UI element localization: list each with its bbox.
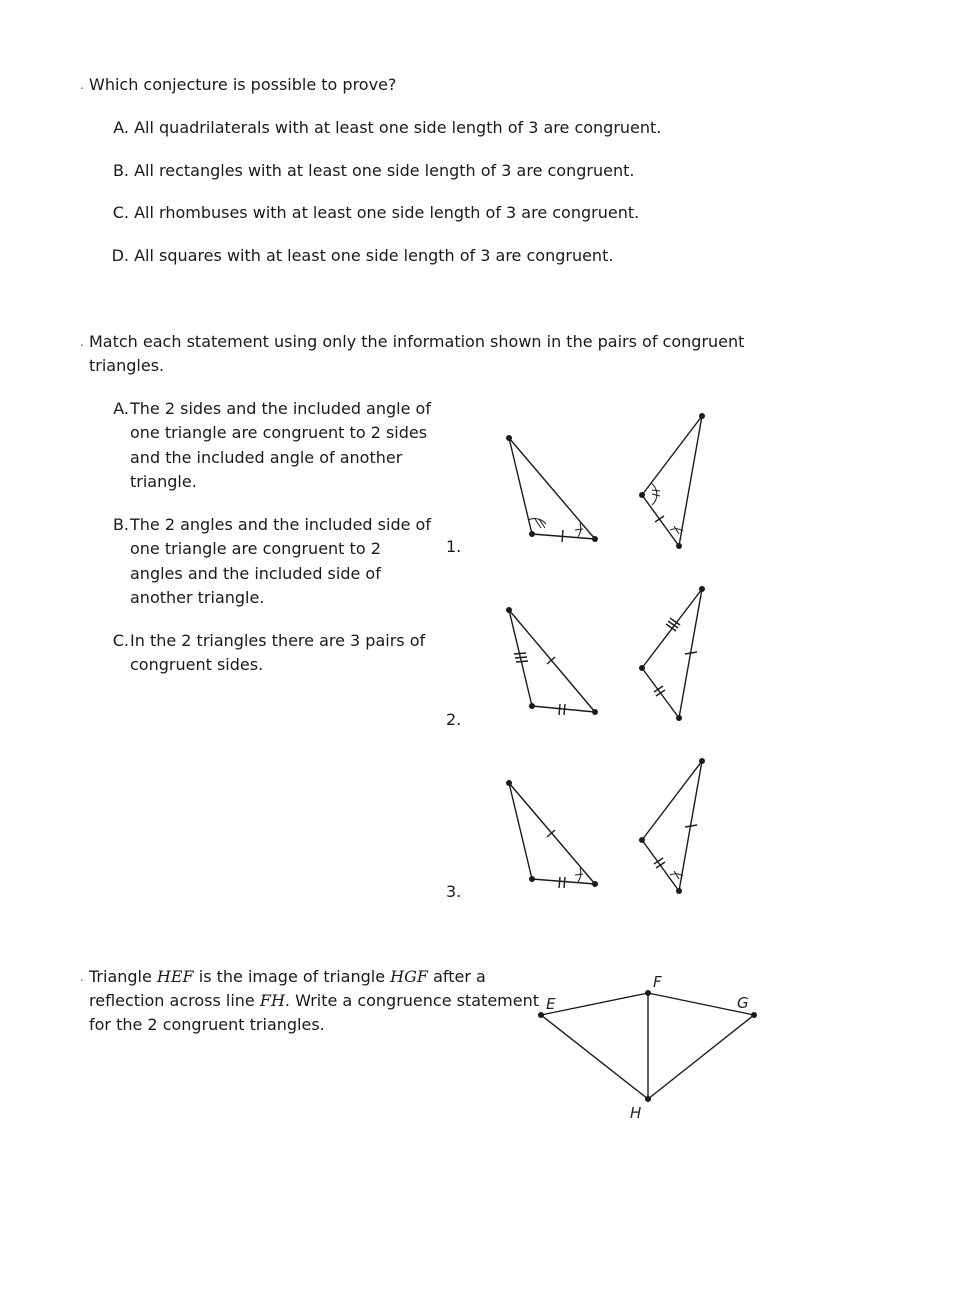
point-e	[538, 1012, 544, 1018]
point-f	[645, 990, 651, 996]
statement-letter: A.	[113, 399, 129, 418]
text: after a	[428, 967, 486, 986]
question-3-line-3: for the 2 congruent triangles.	[89, 1015, 325, 1034]
question-1-marker: .	[80, 78, 84, 92]
question-3-marker: .	[80, 970, 84, 984]
point-h	[645, 1096, 651, 1102]
line-name-fh: FH	[259, 991, 285, 1010]
statement-line: one triangle are congruent to 2 sides	[130, 423, 428, 443]
reflection-diagram	[0, 960, 978, 1130]
option-letter: D.	[111, 246, 129, 265]
point-g	[751, 1012, 757, 1018]
statement-line: and the included angle of another	[130, 447, 403, 467]
figure-label-1: 1.	[446, 537, 462, 556]
question-2-prompt-line-1: Match each statement using only the information shown in the pairs of congruent	[89, 332, 745, 351]
figure-label-3: 3.	[446, 882, 462, 901]
statement-letter: B.	[112, 515, 129, 534]
statement-line: In the 2 triangles there are 3 pairs of	[130, 631, 426, 650]
statement-line: angles and the included side of	[130, 563, 381, 583]
question-1-prompt: Which conjecture is possible to prove?	[89, 75, 397, 94]
triangle-pair-3	[509, 761, 702, 891]
statement-line: The 2 angles and the included side of	[130, 515, 431, 534]
question-2-marker: .	[80, 335, 84, 349]
text: Triangle	[89, 967, 157, 986]
option-text: All rectangles with at least one side length of 3 are congruent.	[134, 161, 635, 180]
statement-line: another triangle.	[130, 587, 265, 607]
label-h: H	[630, 1104, 642, 1122]
segment-gh	[648, 1015, 754, 1099]
triangle-pair-1	[509, 416, 702, 546]
label-e: E	[546, 995, 556, 1013]
triangle-name-hgf: HGF	[390, 967, 428, 986]
segment-eh	[541, 1015, 648, 1099]
option-letter: B.	[112, 161, 129, 180]
text: reflection across line	[89, 991, 260, 1010]
triangle-left	[509, 438, 595, 539]
statement-line: The 2 sides and the included angle of	[130, 399, 431, 418]
option-letter: C.	[112, 203, 129, 222]
statement-line: congruent sides.	[130, 655, 264, 675]
option-letter: A.	[113, 118, 129, 137]
option-text: All squares with at least one side length of 3 are congruent.	[134, 246, 614, 265]
triangle-right	[642, 589, 702, 718]
text: . Write a congruence statement	[284, 991, 539, 1010]
segment-ef	[541, 993, 648, 1015]
figure-label-2: 2.	[446, 710, 462, 729]
statement-line: triangle.	[130, 471, 197, 491]
statement-line: one triangle are congruent to 2	[130, 539, 381, 559]
triangle-right	[642, 416, 702, 546]
triangle-name-hef: HEF	[156, 967, 194, 986]
label-f: F	[653, 973, 662, 991]
text: is the image of triangle	[193, 967, 391, 986]
statement-letter: C.	[112, 631, 129, 650]
option-text: All quadrilaterals with at least one side length of 3 are congruent.	[134, 118, 662, 137]
question-2-prompt-line-2: triangles.	[89, 356, 165, 375]
triangle-pair-2	[509, 589, 702, 718]
label-g: G	[737, 994, 749, 1012]
option-text: All rhombuses with at least one side length of 3 are congruent.	[134, 203, 640, 222]
